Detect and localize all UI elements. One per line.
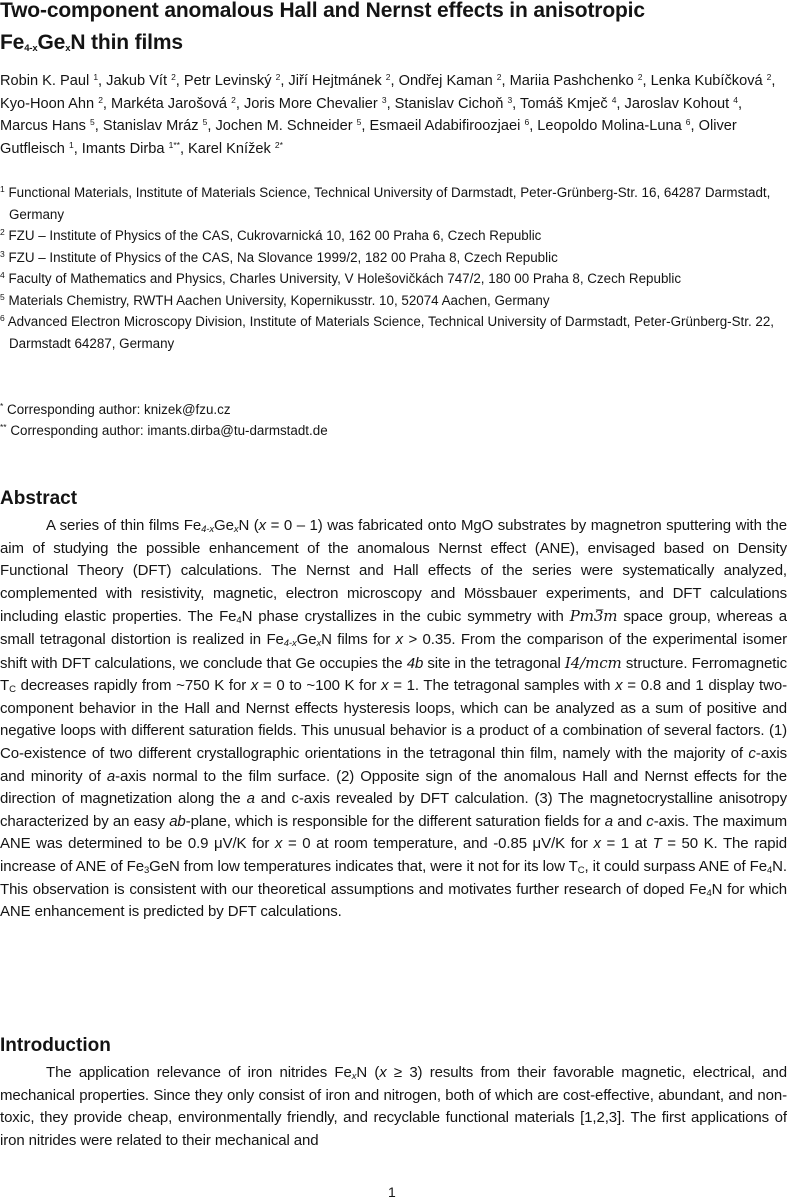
- text-run: a: [604, 812, 614, 830]
- text-run: ≥ 3) results from their favorable magnetic, electrical, and mechanical properties. Since they only consist of iron and nitrogen, both of which are cost-effective, abundant, and non-toxic, they provide cheap, environmentally friendly, and recyclable functional materials [1,2,3]. The first applications of iron nitrides were related to their mechanical and: [0, 1064, 787, 1149]
- text-run: 4-x: [201, 524, 214, 535]
- text-run: x: [250, 677, 259, 695]
- author-affiliation-mark: 5: [202, 117, 208, 127]
- corresponding-author-list: [0, 399, 787, 441]
- text-run: x: [316, 637, 322, 649]
- affiliation-item: [0, 311, 787, 354]
- author-affiliation-mark: 2: [231, 94, 236, 105]
- author-name: Oliver Gutfleisch: [0, 118, 737, 157]
- text-run: C: [577, 864, 585, 876]
- author-affiliation-mark: 3: [507, 94, 513, 105]
- author-name: Marcus Hans: [0, 118, 86, 134]
- text-run: 4: [236, 615, 242, 627]
- author-name: Jakub Vít: [106, 73, 167, 89]
- text-run: Ge: [296, 630, 317, 648]
- text-run: and: [613, 812, 647, 830]
- text-run: N (: [356, 1064, 380, 1081]
- text-run: -axis. The maximum ANE was determined to be 0.9 μV/K for: [0, 812, 787, 853]
- abstract-body: [0, 515, 787, 924]
- page-number: 1: [388, 1184, 396, 1200]
- text-run: = 0 at room temperature, and -0.85 μV/K for: [282, 835, 594, 853]
- text-run: -plane, which is responsible for the different saturation fields for: [185, 812, 605, 830]
- introduction-body: [0, 1062, 787, 1152]
- author-name: Leopoldo Molina-Luna: [537, 118, 682, 134]
- affiliation-text: Materials Chemistry, RWTH Aachen University, Kopernikusstr. 10, 52074 Aachen, Germany: [8, 292, 550, 308]
- text-run: 3: [143, 864, 150, 876]
- text-run: GeN from low temperatures indicates that, were it not for its low T: [149, 857, 578, 875]
- author-affiliation-mark: 2: [275, 72, 281, 82]
- text-run: 4b: [406, 654, 424, 672]
- text-run: c: [646, 812, 654, 830]
- text-run: x: [258, 517, 267, 534]
- author-affiliation-mark: 2: [766, 72, 772, 82]
- affiliation-number: 4: [0, 270, 5, 280]
- author-name: Esmaeil Adabifiroozjaei: [369, 118, 521, 134]
- corresponding-item: [0, 399, 787, 420]
- text-run: 4: [766, 864, 773, 876]
- author-affiliation-mark: 4: [611, 94, 617, 105]
- author-name: Robin K. Paul: [0, 73, 90, 89]
- corresponding-text: Corresponding author: knizek@fzu.cz: [7, 402, 231, 417]
- title-line-1: Two-component anomalous Hall and Nernst effects in anisotropic: [0, 0, 645, 22]
- affiliation-number: 1: [0, 184, 5, 194]
- text-run: 4-x: [283, 637, 297, 649]
- corresponding-mark: *: [0, 401, 4, 411]
- text-run: and c-axis revealed by DFT calculation. (3) The magnetocrystalline anisotropy characterized by an easy: [0, 790, 787, 830]
- text-run: -axis and minority of: [0, 744, 787, 785]
- text-run: ab: [169, 812, 186, 830]
- author-affiliation-mark: 5: [90, 117, 95, 127]
- author-name: Stanislav Mráz: [102, 118, 199, 134]
- author-name: Karel Knížek: [188, 140, 271, 157]
- introduction-heading: Introduction: [0, 1035, 111, 1056]
- author-list: Robin K. Paul $^1$, Jakub Vít $^2$, Petr Levinský $^2$, Jiří Hejtmánek $^2$, Ondřej Kaman $^2$, Mariia Pashchenko $^2$, Lenka Kubíčková $^2$, Kyo-Hoon Ahn $^2$, Markéta Jarošová $^2$, Joris More Chevalier $^3$, Stanislav Cichoň $^3$, Tomáš Kmječ $^4$, Jaroslav Kohout $^4$, Marcus Hans $^5$, Stanislav Mráz $^5$, Jochen M. Schneider $^5$, Esmaeil Adabifiroozjaei $^6$, Leopoldo Molina-Luna $^6$, Oliver Gutfleisch $^1$, Imants Dirba $^{1**}$, Karel Knížek $^{2*}$: [0, 72, 776, 157]
- corresponding-item: [0, 420, 787, 441]
- author-affiliation-mark: 6: [524, 117, 530, 127]
- text-run: x: [615, 677, 623, 695]
- author-name: Kyo-Hoon Ahn: [0, 95, 95, 112]
- paper-title: [0, 0, 787, 59]
- author-name: Stanislav Cichoň: [394, 95, 504, 112]
- text-run: N films for: [321, 630, 396, 648]
- author-affiliation-mark: 2: [496, 72, 502, 82]
- affiliation-item: [0, 268, 787, 290]
- text-run: = 0.8 and 1 display two-component behavior in the Hall and Nernst effects hysteresis loops, which can be analyzed as a sum of positive and negative loops with different saturation fields. This unusual behavior is a product of a combination of several factors. (1) Co-existence of two different crystallographic orientations in the tetragonal thin film, namely with the majority of: [0, 677, 787, 762]
- text-run: = 1 at: [600, 835, 653, 853]
- text-run: x: [351, 1071, 357, 1082]
- text-run: = 1. The tetragonal samples with: [388, 677, 616, 695]
- text-run: N phase crystallizes in the cubic symmetry with: [241, 608, 570, 626]
- author-name: Imants Dirba: [81, 140, 165, 157]
- affiliation-number: 3: [0, 248, 5, 259]
- text-run: x: [233, 524, 239, 535]
- author-affiliation-mark: 2: [171, 72, 176, 82]
- author-affiliation-mark: 2: [637, 72, 643, 82]
- affiliation-item: [0, 247, 787, 269]
- text-run: A series of thin films Fe: [46, 517, 202, 534]
- text-run: N. This observation is consistent with our theoretical assumptions and motivates further research of doped Fe: [0, 857, 787, 898]
- text-run: space group, whereas a small tetragonal distortion is realized in Fe: [0, 608, 787, 648]
- text-run: -axis normal to the film surface. (2) Opposite sign of the anomalous Hall and Nernst effects for the direction of magnetization along the: [0, 767, 787, 808]
- author-name: Markéta Jarošová: [111, 95, 228, 112]
- affiliation-list: [0, 182, 787, 354]
- affiliation-text: Faculty of Mathematics and Physics, Charles University, V Holešovičkách 747/2, 180 00 Praha 8, Czech Republic: [8, 271, 682, 286]
- author-name: Tomáš Kmječ: [520, 95, 608, 112]
- author-name: Lenka Kubíčková: [650, 73, 763, 89]
- text-run: a: [106, 767, 116, 785]
- text-run: = 0 to ~100 K for: [258, 677, 382, 695]
- text-run: 4: [706, 887, 712, 899]
- affiliation-item: [0, 182, 787, 225]
- affiliation-number: 6: [0, 313, 5, 323]
- text-run: The application relevance of iron nitrides Fe: [46, 1064, 352, 1081]
- author-affiliation-mark: 2*: [274, 139, 283, 150]
- title-fe: Fe: [0, 31, 25, 54]
- text-run: > 0.35. From the comparison of the experimental isomer shift with DFT calculations, we conclude that Ge occupies the: [0, 630, 787, 672]
- affiliation-item: [0, 290, 787, 312]
- author-affiliation-mark: 6: [685, 117, 691, 127]
- text-run: x: [593, 835, 601, 853]
- text-run: N (: [238, 517, 259, 534]
- corresponding-text: Corresponding author: imants.dirba@tu-darmstadt.de: [10, 423, 328, 438]
- text-run: , it could surpass ANE of Fe: [584, 857, 767, 875]
- text-run: = 0 – 1) was fabricated onto MgO substrates by magnetron sputtering with the aim of studying the possible enhancement of the anomalous Nernst effect (ANE), envisaged based on Density Functional Theory (DFT) calculations. The Nernst and Hall effects of the series were systematically analyzed, complemented with resistivity, magnetic, electron microscopy and Mössbauer experiments, and DFT calculations including elastic properties. The Fe: [0, 517, 787, 626]
- title-sub-4x: 4-x: [24, 43, 38, 54]
- author-affiliation-mark: 2: [98, 94, 103, 105]
- affiliation-text: FZU – Institute of Physics of the CAS, Na Slovance 1999/2, 182 00 Praha 8, Czech Republic: [8, 249, 558, 265]
- author-affiliation-mark: 3: [381, 94, 387, 105]
- author-name: Jochen M. Schneider: [215, 118, 353, 134]
- author-affiliation-mark: 1**: [168, 139, 180, 150]
- math-expression: I4/mcm: [564, 653, 622, 672]
- author-affiliation-mark: 2: [385, 72, 391, 82]
- author-name: Jiří Hejtmánek: [288, 73, 382, 89]
- affiliation-number: 2: [0, 227, 5, 237]
- text-run: x: [381, 677, 389, 695]
- author-affiliation-mark: 1: [68, 139, 74, 150]
- affiliation-item: [0, 225, 787, 247]
- affiliation-number: 5: [0, 291, 5, 302]
- author-affiliation-mark: 4: [733, 94, 738, 105]
- author-affiliation-mark: 1: [93, 72, 99, 82]
- text-run: x: [395, 630, 404, 648]
- abstract-heading: Abstract: [0, 488, 78, 509]
- text-run: c: [748, 744, 756, 762]
- author-name: Jaroslav Kohout: [624, 95, 730, 112]
- affiliation-text: Advanced Electron Microscopy Division, Institute of Materials Science, Technical University of Darmstadt, Peter-Grünberg-Str. 22, Darmstadt 64287, Germany: [7, 314, 775, 351]
- text-run: C: [9, 684, 16, 696]
- math-expression: Pm3̅m: [569, 607, 618, 626]
- text-run: site in the tetragonal: [423, 654, 565, 672]
- text-run: x: [379, 1064, 387, 1081]
- author-name: Petr Levinský: [183, 73, 272, 89]
- text-run: decreases rapidly from ~750 K for: [15, 677, 251, 695]
- text-run: structure. Ferromagnetic T: [0, 654, 787, 695]
- text-run: Ge: [214, 517, 234, 534]
- text-run: N for which ANE enhancement is predicted by DFT calculations.: [0, 880, 787, 921]
- text-run: T: [652, 835, 662, 853]
- title-sub-x: x: [65, 43, 71, 54]
- text-run: = 50 K. The rapid increase of ANE of Fe: [0, 835, 787, 875]
- author-affiliation-mark: 5: [356, 117, 362, 127]
- author-name: Joris More Chevalier: [243, 95, 378, 112]
- affiliation-text: FZU – Institute of Physics of the CAS, Cukrovarnická 10, 162 00 Praha 6, Czech Republic: [8, 228, 542, 243]
- title-ge: Ge: [37, 31, 66, 54]
- text-run: x: [274, 835, 283, 853]
- text-run: a: [246, 790, 255, 808]
- corresponding-mark: **: [0, 422, 7, 432]
- title-rest: N thin films: [70, 31, 183, 54]
- author-name: Mariia Pashchenko: [509, 73, 634, 89]
- author-name: Ondřej Kaman: [398, 73, 493, 89]
- affiliation-text: Functional Materials, Institute of Materials Science, Technical University of Darmstadt, Peter-Grünberg-Str. 16, 64287 Darmstadt, Germany: [8, 185, 771, 222]
